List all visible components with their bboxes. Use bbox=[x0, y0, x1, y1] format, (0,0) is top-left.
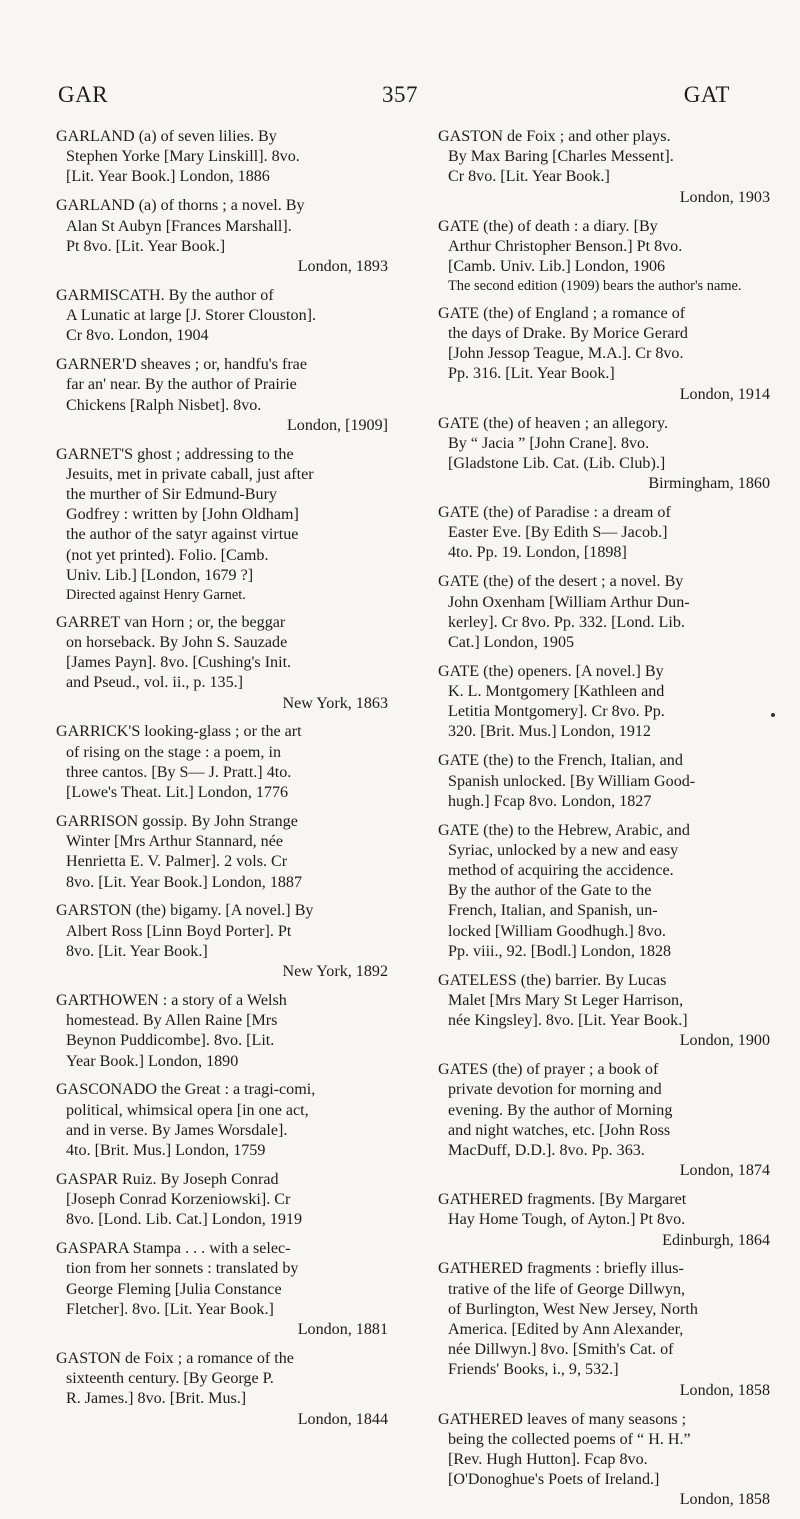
entry-line: 320. [Brit. Mus.] London, 1912 bbox=[448, 723, 651, 741]
entry-line: [Joseph Conrad Korzeniowski]. Cr bbox=[66, 1191, 291, 1209]
bibliography-entry bbox=[438, 1060, 770, 1181]
entry-line: the days of Drake. By Morice Gerard bbox=[448, 325, 688, 342]
bibliography-entry bbox=[56, 1239, 388, 1340]
entry-line: GATE (the) of the desert ; a novel. By bbox=[438, 573, 684, 591]
bibliography-entry bbox=[438, 1259, 770, 1400]
entry-line: of rising on the stage : a poem, in bbox=[66, 743, 281, 761]
entry-line: John Oxenham [William Arthur Dun- bbox=[448, 593, 690, 611]
bibliography-entry bbox=[56, 445, 388, 604]
entry-line: GATELESS (the) barrier. By Lucas bbox=[438, 971, 667, 989]
entry-line: on horseback. By John S. Sauzade bbox=[66, 633, 288, 651]
entry-line: of Burlington, West New Jersey, North bbox=[448, 1300, 698, 1318]
entry-imprint: New York, 1863 bbox=[282, 694, 388, 712]
bibliography-entry bbox=[438, 217, 770, 296]
entry-line: 8vo. [Lond. Lib. Cat.] London, 1919 bbox=[66, 1211, 303, 1229]
entry-line: GASPARA Stampa . . . with a selec- bbox=[56, 1240, 291, 1258]
entry-line: By the author of the Gate to the bbox=[448, 882, 652, 900]
entry-line: [John Jessop Teague, M.A.]. Cr 8vo. bbox=[448, 345, 684, 363]
entry-line: GATHERED leaves of many seasons ; bbox=[438, 1410, 687, 1428]
bibliography-entry bbox=[438, 662, 770, 743]
entry-imprint: London, 1858 bbox=[679, 1491, 770, 1509]
entry-line: Spanish unlocked. [By William Good- bbox=[448, 772, 696, 790]
bibliography-entry bbox=[56, 1080, 388, 1161]
bibliography-entry bbox=[56, 613, 388, 714]
entry-line: GARSTON (the) bigamy. [A novel.] By bbox=[56, 902, 314, 920]
entry-line: née Kingsley]. 8vo. [Lit. Year Book.] bbox=[448, 1012, 688, 1030]
entry-line: GASTON de Foix ; a romance of the bbox=[56, 1349, 294, 1367]
page-header bbox=[0, 82, 800, 112]
entry-line: [Rev. Hugh Hutton]. Fcap 8vo. bbox=[448, 1450, 648, 1468]
entry-line: locked [William Goodhugh.] 8vo. bbox=[448, 922, 666, 940]
page-number: 357 bbox=[382, 82, 418, 107]
entry-note: The second edition (1909) bears the author's name. bbox=[448, 278, 742, 295]
entry-line: Pp. viii., 92. [Bodl.] London, 1828 bbox=[448, 942, 672, 960]
entry-line: far an' near. By the author of Prairie bbox=[66, 376, 297, 394]
entry-line: the author of the satyr against virtue bbox=[66, 526, 299, 544]
entry-line: 8vo. [Lit. Year Book.] bbox=[66, 942, 208, 960]
entry-imprint: London, 1914 bbox=[679, 385, 770, 403]
entry-imprint: London, 1893 bbox=[297, 257, 388, 275]
bibliography-entry bbox=[438, 304, 770, 405]
entry-line: America. [Edited by Ann Alexander, bbox=[448, 1321, 684, 1339]
entry-line: GATE (the) of heaven ; an allegory. bbox=[438, 414, 668, 432]
entry-line: Syriac, unlocked by a new and easy bbox=[448, 841, 679, 859]
entry-line: and Pseud., vol. ii., p. 135.] bbox=[66, 674, 244, 692]
entry-line: three cantos. [By S— J. Pratt.] 4to. bbox=[66, 763, 292, 781]
entry-line: Stephen Yorke [Mary Linskill]. 8vo. bbox=[66, 148, 300, 166]
entry-line: GARNET'S ghost ; addressing to the bbox=[56, 445, 294, 463]
entry-line: Malet [Mrs Mary St Leger Harrison, bbox=[448, 991, 684, 1009]
entry-line: Hay Home Tough, of Ayton.] Pt 8vo. bbox=[448, 1211, 686, 1229]
bibliography-entry bbox=[56, 355, 388, 436]
right-column bbox=[438, 127, 770, 1519]
entry-line: Winter [Mrs Arthur Stannard, née bbox=[66, 833, 284, 851]
entry-imprint: London, 1844 bbox=[297, 1410, 388, 1428]
entry-line: political, whimsical opera [in one act, bbox=[66, 1101, 309, 1119]
entry-line: GARLAND (a) of thorns ; a novel. By bbox=[56, 197, 305, 215]
entry-line: K. L. Montgomery [Kathleen and bbox=[448, 683, 665, 700]
entry-note: Directed against Henry Garnet. bbox=[66, 587, 246, 604]
entry-line: hugh.] Fcap 8vo. London, 1827 bbox=[448, 792, 652, 810]
entry-line: evening. By the author of Morning bbox=[448, 1101, 673, 1119]
entry-line: George Fleming [Julia Constance bbox=[66, 1280, 282, 1298]
entry-line: GATE (the) of death : a diary. [By bbox=[438, 217, 658, 235]
entry-line: kerley]. Cr 8vo. Pp. 332. [Lond. Lib. bbox=[448, 613, 685, 631]
entry-line: GATE (the) to the Hebrew, Arabic, and bbox=[438, 821, 690, 839]
entry-line: and night watches, etc. [John Ross bbox=[448, 1121, 671, 1139]
bibliography-entry bbox=[56, 127, 388, 188]
entry-line: Cr 8vo. [Lit. Year Book.] bbox=[448, 168, 610, 186]
entry-imprint: New York, 1892 bbox=[282, 963, 388, 981]
bibliography-entry bbox=[438, 127, 770, 208]
entry-line: Beynon Puddicombe]. 8vo. [Lit. bbox=[66, 1032, 275, 1050]
entry-imprint: London, 1874 bbox=[679, 1162, 770, 1180]
entry-line: Year Book.] London, 1890 bbox=[66, 1052, 239, 1070]
entry-line: Fletcher]. 8vo. [Lit. Year Book.] bbox=[66, 1300, 274, 1318]
bibliography-entry bbox=[56, 1349, 388, 1430]
bibliography-entry bbox=[56, 196, 388, 277]
entry-line: Cat.] London, 1905 bbox=[448, 633, 575, 651]
entry-imprint: London, 1903 bbox=[679, 188, 770, 206]
entry-line: homestead. By Allen Raine [Mrs bbox=[66, 1012, 278, 1030]
entry-line: Letitia Montgomery]. Cr 8vo. Pp. bbox=[448, 703, 665, 721]
entry-line: GARRICK'S looking-glass ; or the art bbox=[56, 723, 302, 741]
entry-line: method of acquiring the accidence. bbox=[448, 862, 674, 879]
entry-imprint: London, 1900 bbox=[679, 1032, 770, 1050]
bibliography-entry bbox=[438, 1190, 770, 1251]
entry-line: 8vo. [Lit. Year Book.] London, 1887 bbox=[66, 873, 303, 891]
entry-line: MacDuff, D.D.]. 8vo. Pp. 363. bbox=[448, 1142, 645, 1160]
entry-line: Chickens [Ralph Nisbet]. 8vo. bbox=[66, 396, 262, 414]
entry-imprint: Birmingham, 1860 bbox=[648, 475, 770, 493]
entry-line: sixteenth century. [By George P. bbox=[66, 1370, 274, 1388]
entry-imprint: London, [1909] bbox=[286, 416, 388, 434]
entry-line: [Lowe's Theat. Lit.] London, 1776 bbox=[66, 784, 289, 802]
entry-line: GATHERED fragments. [By Margaret bbox=[438, 1191, 687, 1209]
entry-line: GARMISCATH. By the author of bbox=[56, 286, 274, 304]
entry-line: Univ. Lib.] [London, 1679 ?] bbox=[66, 566, 254, 584]
entry-line: GATHERED fragments : briefly illus- bbox=[438, 1260, 684, 1278]
entry-line: GATE (the) openers. [A novel.] By bbox=[438, 662, 664, 680]
entry-line: By Max Baring [Charles Messent]. bbox=[448, 148, 674, 166]
entry-line: GARNER'D sheaves ; or, handfu's frae bbox=[56, 356, 307, 374]
entry-line: private devotion for morning and bbox=[448, 1081, 662, 1099]
entry-line: Arthur Christopher Benson.] Pt 8vo. bbox=[448, 237, 683, 255]
entry-line: 4to. Pp. 19. London, [1898] bbox=[448, 544, 627, 562]
bibliography-entry bbox=[56, 812, 388, 893]
entry-line: née Dillwyn.] 8vo. [Smith's Cat. of bbox=[448, 1341, 674, 1359]
entry-line: trative of the life of George Dillwyn, bbox=[448, 1280, 686, 1298]
entry-line: [O'Donoghue's Poets of Ireland.] bbox=[448, 1471, 660, 1489]
entry-line: Albert Ross [Linn Boyd Porter]. Pt bbox=[66, 922, 292, 940]
entry-line: GARRISON gossip. By John Strange bbox=[56, 812, 298, 830]
entry-line: tion from her sonnets : translated by bbox=[66, 1260, 299, 1278]
entry-line: GARLAND (a) of seven lilies. By bbox=[56, 128, 277, 145]
entry-line: Cr 8vo. London, 1904 bbox=[66, 327, 209, 345]
entry-line: Easter Eve. [By Edith S— Jacob.] bbox=[448, 524, 668, 542]
entry-line: Friends' Books, i., 9, 532.] bbox=[448, 1361, 619, 1379]
entry-line: GATE (the) of England ; a romance of bbox=[438, 304, 686, 322]
entry-line: [Camb. Univ. Lib.] London, 1906 bbox=[448, 257, 666, 275]
entry-line: [Lit. Year Book.] London, 1886 bbox=[66, 168, 270, 186]
bibliography-entry bbox=[56, 901, 388, 982]
bibliography-entry bbox=[56, 286, 388, 347]
entry-line: [James Payn]. 8vo. [Cushing's Init. bbox=[66, 654, 292, 672]
entry-imprint: London, 1881 bbox=[297, 1321, 388, 1339]
bibliography-entry bbox=[438, 572, 770, 653]
entry-line: (not yet printed). Folio. [Camb. bbox=[66, 546, 269, 564]
entry-line: 4to. [Brit. Mus.] London, 1759 bbox=[66, 1142, 266, 1160]
entry-line: GASTON de Foix ; and other plays. bbox=[438, 128, 671, 145]
bibliography-entry bbox=[438, 971, 770, 1052]
bibliography-entry bbox=[438, 751, 770, 812]
entry-line: and in verse. By James Worsdale]. bbox=[66, 1121, 288, 1139]
entry-line: the murther of Sir Edmund-Bury bbox=[66, 486, 277, 503]
entry-line: Henrietta E. V. Palmer]. 2 vols. Cr bbox=[66, 853, 288, 871]
margin-dot bbox=[771, 713, 775, 717]
entry-line: Alan St Aubyn [Frances Marshall]. bbox=[66, 217, 292, 235]
entry-line: French, Italian, and Spanish, un- bbox=[448, 902, 658, 920]
entry-line: GASPAR Ruiz. By Joseph Conrad bbox=[56, 1170, 279, 1188]
entry-line: GATE (the) of Paradise : a dream of bbox=[438, 504, 671, 521]
entry-line: GATES (the) of prayer ; a book of bbox=[438, 1061, 659, 1079]
bibliography-entry bbox=[438, 1410, 770, 1511]
bibliography-entry bbox=[56, 722, 388, 803]
entry-line: Godfrey : written by [John Oldham] bbox=[66, 506, 299, 524]
entry-line: Pp. 316. [Lit. Year Book.] bbox=[448, 365, 615, 383]
bibliography-entry bbox=[438, 503, 770, 564]
bibliography-entry bbox=[56, 1170, 388, 1231]
entry-line: By “ Jacia ” [John Crane]. 8vo. bbox=[448, 434, 650, 452]
entry-line: being the collected poems of “ H. H.” bbox=[448, 1430, 691, 1448]
entry-line: Jesuits, met in private caball, just after bbox=[66, 465, 314, 483]
entry-imprint: Edinburgh, 1864 bbox=[662, 1231, 770, 1249]
bibliography-entry bbox=[438, 821, 770, 962]
entry-line: [Gladstone Lib. Cat. (Lib. Club).] bbox=[448, 454, 666, 472]
bibliography-entry bbox=[438, 414, 770, 495]
entry-line: GARRET van Horn ; or, the beggar bbox=[56, 613, 286, 631]
bibliography-entry bbox=[56, 991, 388, 1072]
entry-line: GASCONADO the Great : a tragi-comi, bbox=[56, 1081, 316, 1099]
entry-line: A Lunatic at large [J. Storer Clouston]. bbox=[66, 307, 317, 324]
entry-line: Pt 8vo. [Lit. Year Book.] bbox=[66, 237, 226, 255]
running-head-right: GAT bbox=[683, 82, 730, 107]
entry-line: GARTHOWEN : a story of a Welsh bbox=[56, 991, 287, 1009]
entry-line: R. James.] 8vo. [Brit. Mus.] bbox=[66, 1390, 247, 1408]
entry-line: GATE (the) to the French, Italian, and bbox=[438, 752, 683, 770]
left-column bbox=[56, 127, 388, 1438]
entry-imprint: London, 1858 bbox=[679, 1381, 770, 1399]
running-head-left: GAR bbox=[58, 82, 109, 107]
